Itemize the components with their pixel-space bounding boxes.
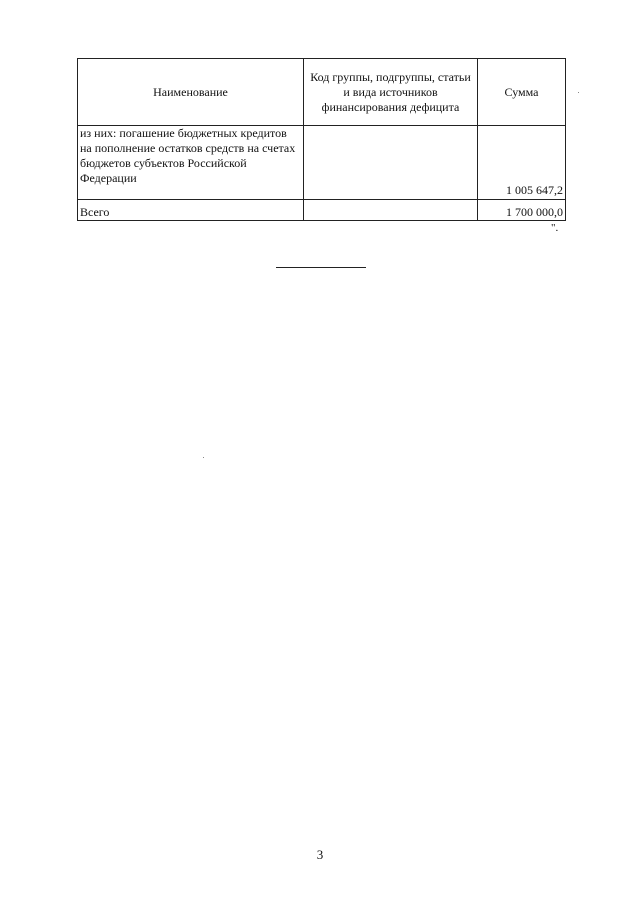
row-code (304, 126, 478, 200)
total-amount: 1 700 000,0 (478, 200, 566, 221)
header-name: Наименование (78, 59, 304, 126)
header-amount: Сумма (478, 59, 566, 126)
table-row (78, 126, 566, 200)
table-header-row (78, 59, 566, 126)
total-code (304, 200, 478, 221)
scan-speck (578, 92, 579, 93)
row-amount: 1 005 647,2 (478, 126, 566, 200)
closing-quote-mark: ". (551, 222, 559, 234)
sources-table (77, 58, 566, 221)
scan-speck (203, 457, 204, 458)
page-number: 3 (316, 847, 324, 862)
row-name: из них: погашение бюджетных кредитов на пополнение остатков средств на счетах бюджетов субъектов Российской Федерации (78, 126, 304, 200)
separator-line (276, 267, 366, 268)
header-code: Код группы, подгруппы, статьи и вида источников финансирования дефицита (304, 59, 478, 126)
total-row (78, 200, 566, 221)
total-name: Всего (78, 200, 304, 221)
